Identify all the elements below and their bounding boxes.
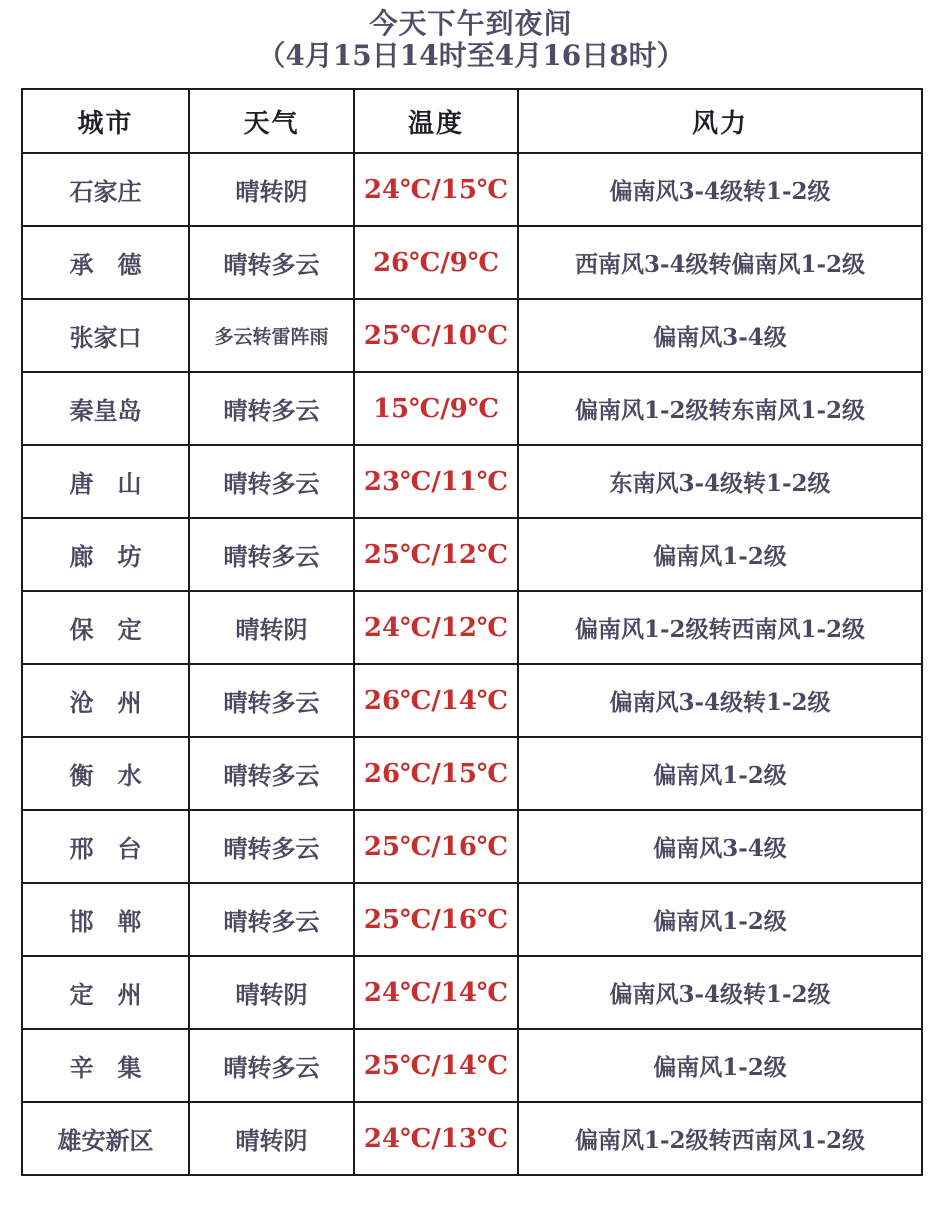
table-row	[22, 445, 922, 518]
wind-cell: 偏南风1-2级	[518, 737, 922, 810]
header-row	[22, 89, 922, 153]
table-row	[22, 883, 922, 956]
temperature-cell: 24℃/15℃	[354, 153, 518, 226]
header-cell-city: 城市	[22, 89, 189, 153]
weather-cell: 晴转多云	[189, 883, 354, 956]
header-cell-weather: 天气	[189, 89, 354, 153]
header-cell-wind: 风力	[518, 89, 922, 153]
city-cell: 雄安新区	[22, 1102, 189, 1175]
weather-cell: 晴转阴	[189, 956, 354, 1029]
wind-cell: 偏南风1-2级	[518, 883, 922, 956]
weather-cell: 晴转多云	[189, 226, 354, 299]
page-title: 今天下午到夜间	[369, 7, 573, 40]
table-row	[22, 153, 922, 226]
page-title-block	[0, 0, 942, 71]
temperature-cell: 26℃/15℃	[354, 737, 518, 810]
city-cell: 秦皇岛	[22, 372, 189, 445]
weather-table-body	[22, 153, 922, 1175]
weather-table-header	[22, 89, 922, 153]
page-subtitle: （4月15日14时至4月16日8时）	[257, 39, 685, 72]
table-row	[22, 591, 922, 664]
wind-cell: 偏南风1-2级转西南风1-2级	[518, 1102, 922, 1175]
city-cell: 定 州	[22, 956, 189, 1029]
temperature-cell: 15℃/9℃	[354, 372, 518, 445]
city-cell: 廊 坊	[22, 518, 189, 591]
weather-cell: 晴转阴	[189, 1102, 354, 1175]
table-row	[22, 664, 922, 737]
city-cell: 邢 台	[22, 810, 189, 883]
weather-cell: 晴转阴	[189, 591, 354, 664]
wind-cell: 偏南风1-2级	[518, 1029, 922, 1102]
city-cell: 承 德	[22, 226, 189, 299]
header-cell-temperature: 温度	[354, 89, 518, 153]
wind-cell: 偏南风1-2级转西南风1-2级	[518, 591, 922, 664]
temperature-cell: 23℃/11℃	[354, 445, 518, 518]
temperature-cell: 24℃/12℃	[354, 591, 518, 664]
wind-cell: 偏南风3-4级转1-2级	[518, 956, 922, 1029]
city-cell: 衡 水	[22, 737, 189, 810]
weather-cell: 晴转多云	[189, 1029, 354, 1102]
weather-cell: 晴转多云	[189, 810, 354, 883]
weather-cell: 晴转多云	[189, 372, 354, 445]
temperature-cell: 24℃/13℃	[354, 1102, 518, 1175]
temperature-cell: 25℃/16℃	[354, 883, 518, 956]
temperature-cell: 26℃/9℃	[354, 226, 518, 299]
weather-cell: 多云转雷阵雨	[189, 299, 354, 372]
table-row	[22, 956, 922, 1029]
wind-cell: 偏南风1-2级	[518, 518, 922, 591]
table-row	[22, 1029, 922, 1102]
temperature-cell: 25℃/10℃	[354, 299, 518, 372]
city-cell: 沧 州	[22, 664, 189, 737]
weather-forecast-table	[21, 88, 923, 1176]
table-row	[22, 372, 922, 445]
weather-cell: 晴转多云	[189, 445, 354, 518]
weather-cell: 晴转多云	[189, 518, 354, 591]
city-cell: 张家口	[22, 299, 189, 372]
wind-cell: 东南风3-4级转1-2级	[518, 445, 922, 518]
city-cell: 石家庄	[22, 153, 189, 226]
table-row	[22, 518, 922, 591]
wind-cell: 偏南风3-4级	[518, 810, 922, 883]
wind-cell: 偏南风3-4级	[518, 299, 922, 372]
wind-cell: 偏南风1-2级转东南风1-2级	[518, 372, 922, 445]
table-row	[22, 737, 922, 810]
table-row	[22, 226, 922, 299]
temperature-cell: 25℃/12℃	[354, 518, 518, 591]
wind-cell: 偏南风3-4级转1-2级	[518, 153, 922, 226]
city-cell: 辛 集	[22, 1029, 189, 1102]
temperature-cell: 26℃/14℃	[354, 664, 518, 737]
city-cell: 唐 山	[22, 445, 189, 518]
temperature-cell: 25℃/16℃	[354, 810, 518, 883]
wind-cell: 西南风3-4级转偏南风1-2级	[518, 226, 922, 299]
wind-cell: 偏南风3-4级转1-2级	[518, 664, 922, 737]
weather-cell: 晴转阴	[189, 153, 354, 226]
weather-cell: 晴转多云	[189, 737, 354, 810]
table-row	[22, 299, 922, 372]
temperature-cell: 25℃/14℃	[354, 1029, 518, 1102]
table-row	[22, 810, 922, 883]
weather-cell: 晴转多云	[189, 664, 354, 737]
city-cell: 保 定	[22, 591, 189, 664]
table-row	[22, 1102, 922, 1175]
city-cell: 邯 郸	[22, 883, 189, 956]
temperature-cell: 24℃/14℃	[354, 956, 518, 1029]
